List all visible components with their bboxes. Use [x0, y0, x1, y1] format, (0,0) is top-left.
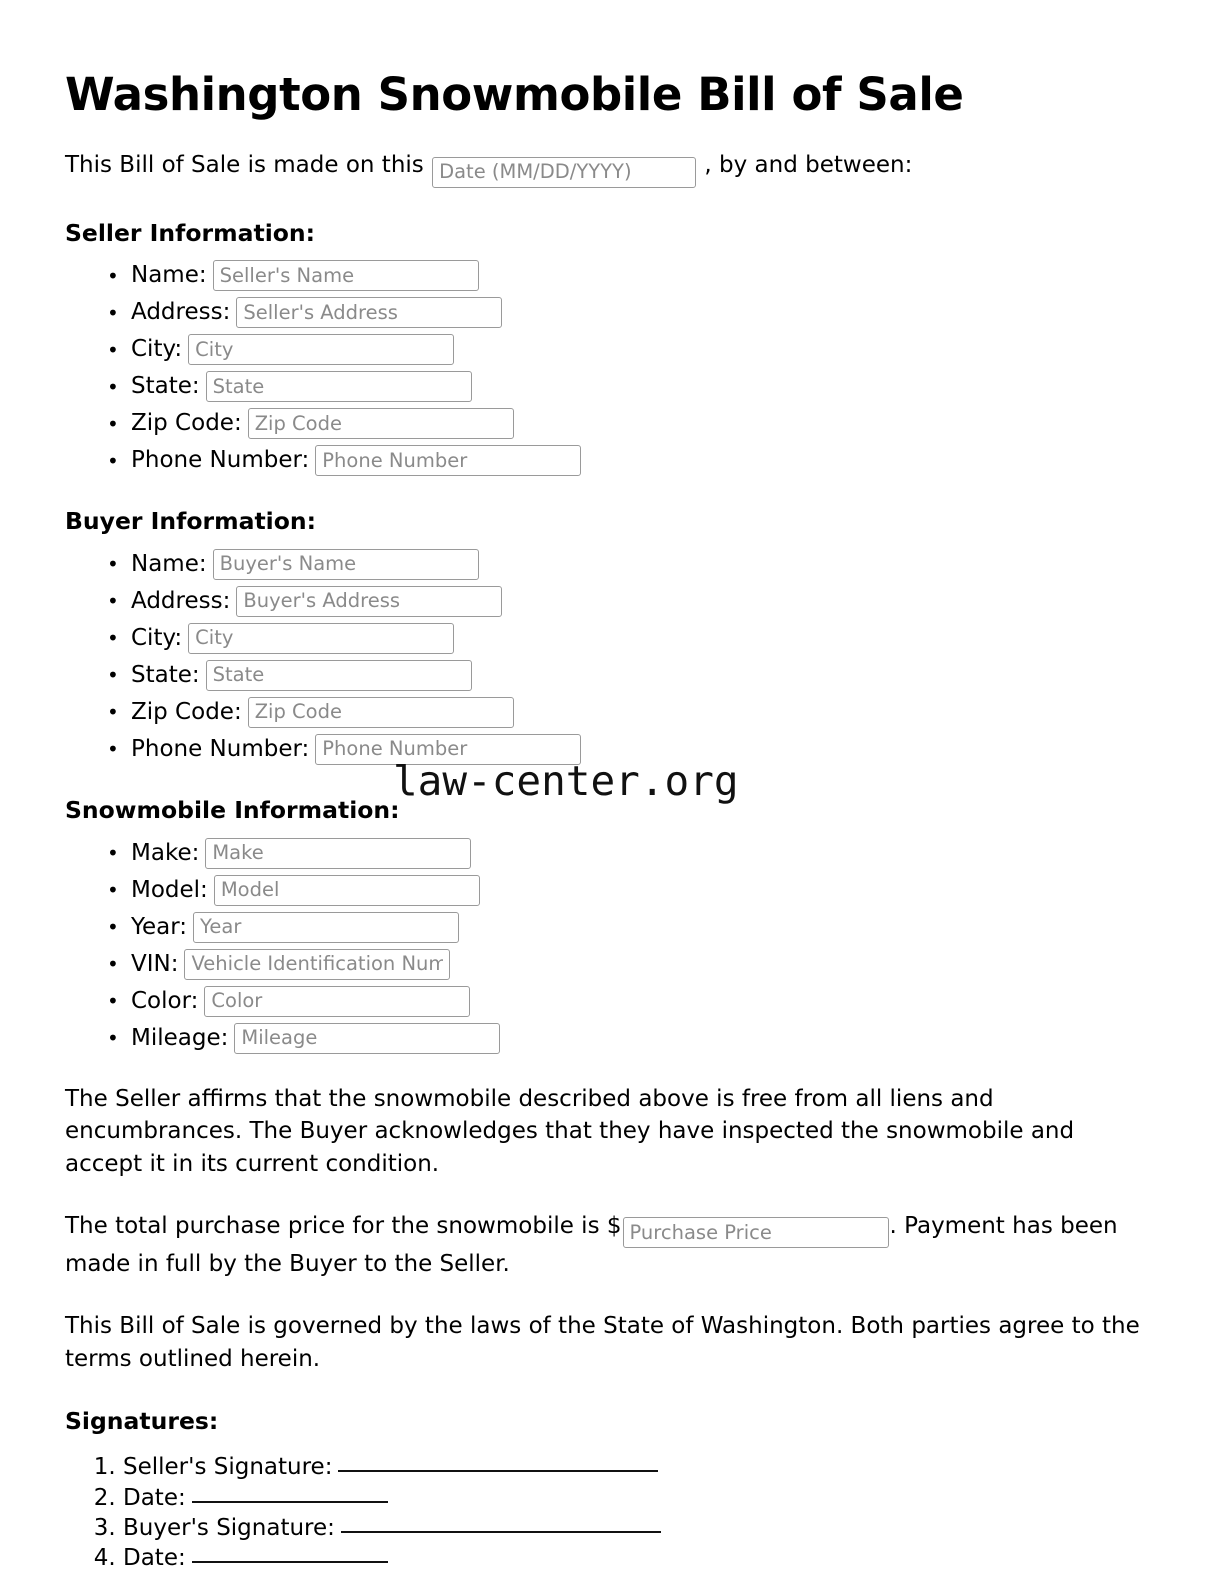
field-row-buyer-city [107, 623, 1155, 654]
field-row-buyer-state [107, 660, 1155, 691]
field-label: • Address: [131, 299, 231, 326]
signature-line[interactable] [192, 1545, 388, 1563]
date-input[interactable] [432, 157, 696, 188]
signature-item-buyer-date [123, 1543, 1155, 1573]
field-row-seller-city [107, 334, 1155, 365]
seller-state-input[interactable] [206, 371, 472, 402]
field-label: • Phone Number: [131, 447, 310, 474]
purchase-price-paragraph [65, 1210, 1155, 1282]
field-row-buyer-name [107, 549, 1155, 580]
field-label: • City: [131, 624, 183, 651]
buyer-state-input[interactable] [206, 660, 472, 691]
field-label: • Year: [131, 913, 188, 940]
model-input[interactable] [214, 875, 480, 906]
snowmobile-field-list [65, 838, 1155, 1054]
buyer-section-heading: Buyer Information: [65, 507, 317, 536]
field-label: • Make: [131, 839, 200, 866]
snowmobile-section-heading: Snowmobile Information: [65, 795, 400, 824]
field-label: • Model: [131, 876, 208, 903]
page-title: Washington Snowmobile Bill of Sale [65, 68, 964, 121]
seller-section-heading: Seller Information: [65, 218, 316, 247]
buyer-name-input[interactable] [213, 549, 479, 580]
purchase-price-input[interactable] [623, 1217, 889, 1248]
seller-name-input[interactable] [213, 260, 479, 291]
watermark-law-center: law-center.org [393, 757, 739, 805]
intro-text-after: , by and between: [704, 152, 913, 179]
field-label: • VIN: [131, 950, 179, 977]
signature-line[interactable] [192, 1485, 388, 1503]
buyer-phone-input[interactable] [315, 734, 581, 765]
field-row-buyer-phone [107, 734, 1155, 765]
seller-field-list [65, 260, 1155, 476]
field-label: • Name: [131, 550, 207, 577]
signature-label: Date: [123, 1484, 186, 1511]
field-row-year [107, 912, 1155, 943]
buyer-field-list [65, 549, 1155, 765]
document-content [65, 70, 1155, 1574]
signature-item-buyer-signature [123, 1513, 1155, 1543]
field-label: • Name: [131, 262, 207, 289]
field-row-buyer-address [107, 586, 1155, 617]
intro-text-before: This Bill of Sale is made on this [65, 152, 424, 179]
signature-label: Date: [123, 1545, 186, 1572]
buyer-city-input[interactable] [188, 623, 454, 654]
field-label: • Color: [131, 987, 199, 1014]
field-label: • Zip Code: [131, 410, 242, 437]
price-text-before: The total purchase price for the snowmobile is $ [65, 1212, 622, 1239]
signatures-heading: Signatures: [65, 1406, 219, 1435]
field-row-vin [107, 949, 1155, 980]
seller-city-input[interactable] [188, 334, 454, 365]
field-row-make [107, 838, 1155, 869]
signature-list [65, 1452, 1155, 1573]
field-row-seller-zip [107, 408, 1155, 439]
seller-address-input[interactable] [236, 297, 502, 328]
intro-paragraph [65, 149, 1155, 188]
field-label: • City: [131, 336, 183, 363]
buyer-zip-input[interactable] [248, 697, 514, 728]
signature-line[interactable] [341, 1515, 661, 1533]
field-label: • Zip Code: [131, 698, 242, 725]
field-row-color [107, 986, 1155, 1017]
field-row-model [107, 875, 1155, 906]
signature-item-seller-signature [123, 1452, 1155, 1482]
governing-law-paragraph: This Bill of Sale is governed by the laws of the State of Washington. Both parties agree to the terms outlined herein. [65, 1313, 1140, 1372]
signature-label: Seller's Signature: [123, 1454, 333, 1481]
mileage-input[interactable] [234, 1023, 500, 1054]
year-input[interactable] [193, 912, 459, 943]
signature-label: Buyer's Signature: [123, 1514, 335, 1541]
field-row-seller-phone [107, 445, 1155, 476]
affirmation-paragraph: The Seller affirms that the snowmobile described above is free from all liens and encumbrances. The Buyer acknowledges that they have inspected the snowmobile and accept it in its current condition. [65, 1085, 1075, 1177]
seller-phone-input[interactable] [315, 445, 581, 476]
field-label: • State: [131, 373, 200, 400]
field-row-buyer-zip [107, 697, 1155, 728]
color-input[interactable] [204, 986, 470, 1017]
field-label: • Address: [131, 587, 231, 614]
seller-zip-input[interactable] [248, 408, 514, 439]
price-text-after: . Payment has been made in full by the Buyer to the Seller. [65, 1212, 1118, 1277]
make-input[interactable] [205, 838, 471, 869]
field-label: • State: [131, 661, 200, 688]
field-row-seller-address [107, 297, 1155, 328]
field-row-mileage [107, 1023, 1155, 1054]
signature-line[interactable] [338, 1454, 658, 1472]
field-label: • Phone Number: [131, 735, 310, 762]
field-label: • Mileage: [131, 1024, 229, 1051]
vin-input[interactable] [184, 949, 450, 980]
field-row-seller-state [107, 371, 1155, 402]
field-row-seller-name [107, 260, 1155, 291]
signature-item-seller-date [123, 1483, 1155, 1513]
buyer-address-input[interactable] [236, 586, 502, 617]
